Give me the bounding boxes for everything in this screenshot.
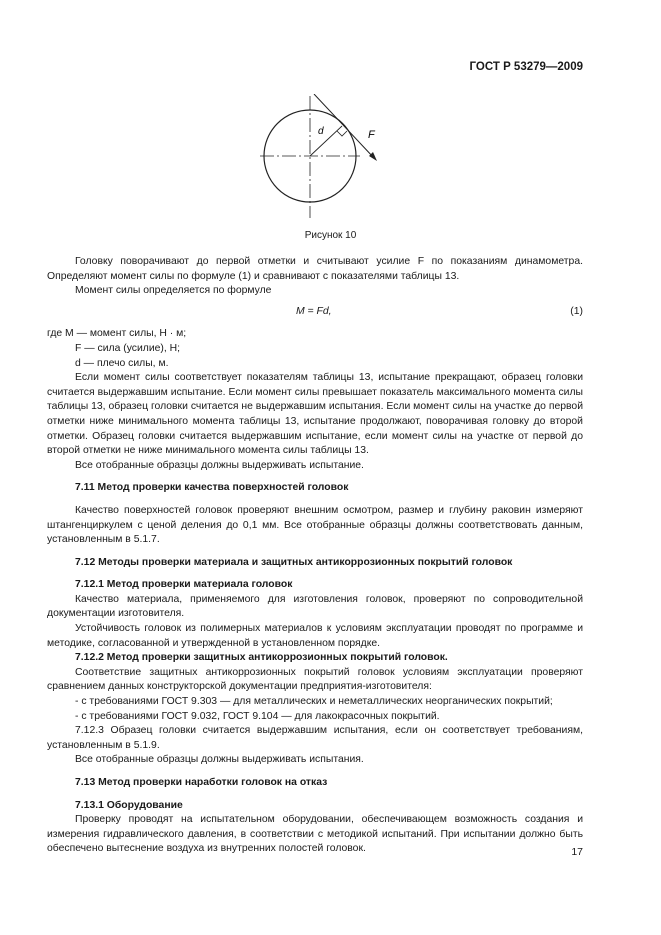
paragraph: Проверку проводят на испытательном оборудовании, обеспечивающем возможность создания и измерения гидравлического давления, в соответствии с методикой испытаний. При испытании должно быть обеспечено вытеснение воздуха из внутренних полостей головок. [47, 814, 583, 855]
page-number: 17 [571, 846, 583, 858]
label-d: d [318, 126, 324, 137]
paragraph: Если момент силы соответствует показателям таблицы 13, испытание прекращают, образец головки считается выдержавшим испытание. Если момент силы превышает показатель максимального момента силы таблицы 13, образец головки считается не выдержавшим испытания. Если момент силы на участке до первой отметки ниже минимального момента таблицы 13, испытание продолжают, поворачивая головку до второй отметки. Образец головки считается выдержавшим испытание, если момент силы на участке от первой до второй отметки не ниже минимального момента силы таблицы 13. [47, 372, 583, 457]
section-heading: 7.11 Метод проверки качества поверхностей головок [75, 482, 349, 494]
section-heading: 7.13 Метод проверки наработки головок на отказ [75, 777, 328, 788]
subsection-heading: 7.13.1 Оборудование [75, 799, 183, 811]
label-F: F [368, 129, 375, 141]
paragraph: Все отобранные образцы должны выдерживать испытания. [75, 754, 364, 766]
formula-line [47, 305, 583, 320]
where-line: где M — момент силы, Н · м; [47, 328, 187, 340]
list-item: - с требованиями ГОСТ 9.032, ГОСТ 9.104 — для лакокрасочных покрытий. [75, 710, 440, 722]
document-header: ГОСТ Р 53279—2009 [469, 61, 583, 73]
paragraph: Соответствие защитных антикоррозионных покрытий головок условиям эксплуатации проверяют сравнением данных конструкторской документации предприятия-изготовителя: [47, 666, 583, 693]
paragraph: Качество материала, применяемого для изготовления головок, проверяют по сопроводительной документации изготовителя. [47, 593, 583, 620]
paragraph: Головку поворачивают до первой отметки и считывают усилие F по показаниям динамометра. Определяют момент силы по формуле (1) и сравнивают с показателями таблицы 13. [47, 256, 583, 282]
figure-caption: Рисунок 10 [304, 230, 357, 241]
paragraph: Все отобранные образцы должны выдерживать испытание. [75, 459, 364, 471]
subsection-heading: 7.12.2 Метод проверки защитных антикоррозионных покрытий головок. [75, 652, 448, 664]
paragraph: Момент силы определяется по формуле [75, 285, 272, 297]
document-body [47, 255, 583, 857]
subsection-heading: 7.12.1 Метод проверки материала головок [75, 579, 293, 591]
where-line: d — плечо силы, м. [75, 357, 169, 369]
paragraph: Устойчивость головок из полимерных материалов к условиям эксплуатации проводят по программе и методике, согласованной и утвержденной в установленном порядке. [47, 623, 583, 649]
section-heading: 7.12 Методы проверки материала и защитных антикоррозионных покрытий головок [75, 556, 513, 568]
formula-number: (1) [570, 305, 583, 317]
paragraph: Качество поверхностей головок проверяют внешним осмотром, размер и глубину раковин измеряют штангенциркулем с ценой деления до 0,1 мм. Все отобранные образцы должны соответствовать данным, установленным в 5.1.7. [47, 504, 583, 546]
figure-10-diagram [260, 94, 390, 224]
paragraph: 7.12.3 Образец головки считается выдержавшим испытания, если он соответствует требованиям, установленным в 5.1.9. [47, 725, 583, 751]
where-line: F — сила (усилие), Н; [75, 342, 181, 354]
list-item: - с требованиями ГОСТ 9.303 — для металлических и неметаллических неорганических покрытий; [75, 696, 553, 708]
formula: M = Fd, [296, 305, 332, 317]
